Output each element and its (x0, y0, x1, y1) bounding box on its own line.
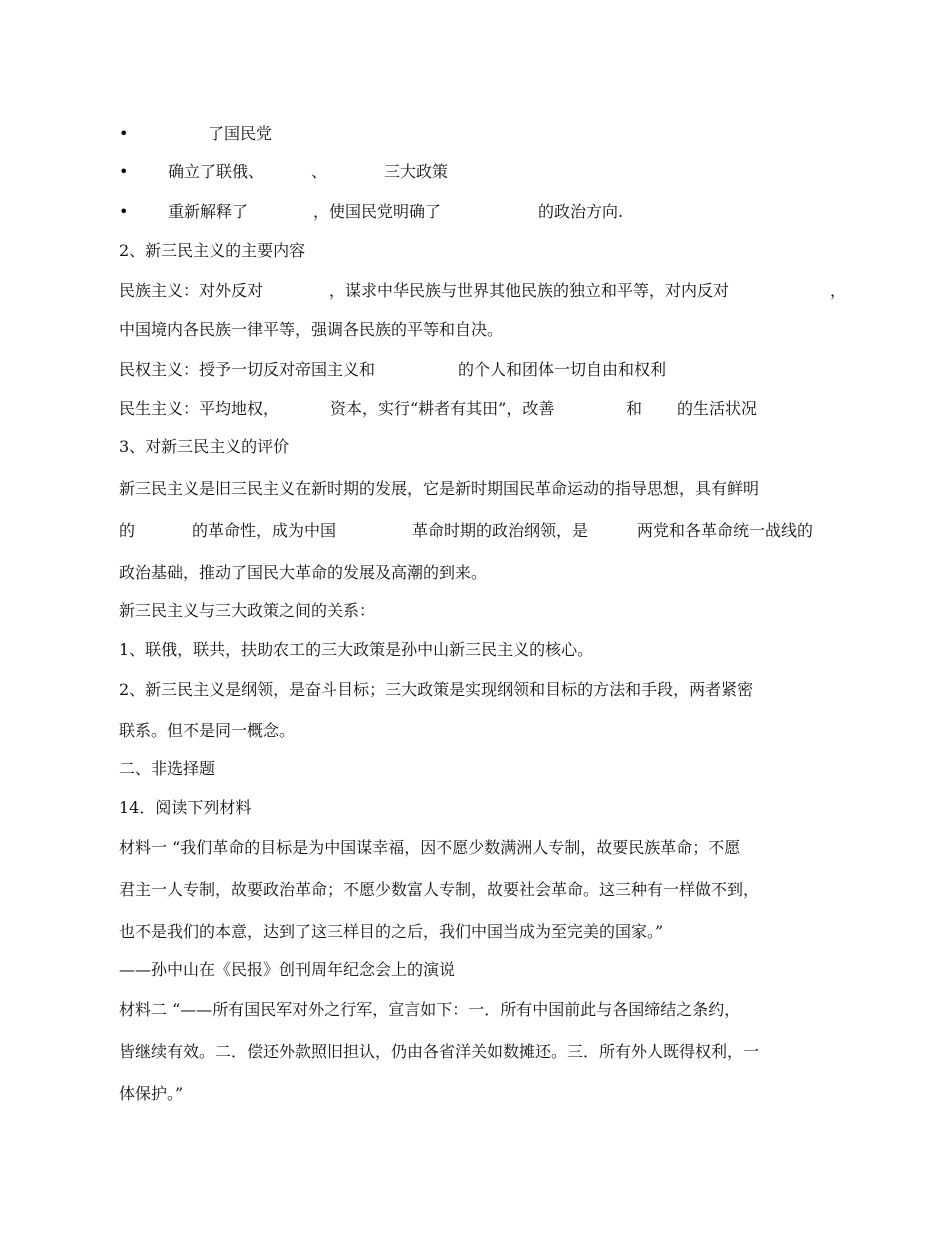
bullet-text: 了国民党 (208, 124, 273, 143)
paragraph-line: 2、新三民主义是纲领，是奋斗目标；三大政策是实现纲领和目标的方法和手段，两者紧密 (119, 680, 754, 699)
section-heading: 2、新三民主义的主要内容 (119, 241, 306, 260)
text-segment: ， (830, 281, 847, 300)
paragraph-line: 政治基础，推动了国民大革命的发展及高潮的到来。 (119, 563, 488, 582)
bullet-text: 确立了联俄、 (168, 162, 265, 181)
paragraph-line: 1、联俄，联共，扶助农工的三大政策是孙中山新三民主义的核心。 (119, 640, 594, 659)
bullet-marker: • (119, 162, 129, 181)
bullet-text: 重新解释了 (168, 202, 249, 221)
material-source: ——孙中山在《民报》创刊周年纪念会上的演说 (119, 960, 456, 979)
paragraph-line: 中国境内各民族一律平等，强调各民族的平等和自决。 (119, 320, 504, 339)
text-segment: 资本，实行“耕者有其田”，改善 (330, 399, 555, 418)
material-line: 君主一人专制，故要政治革命；不愿少数富人专制，故要社会革命。这三种有一样做不到， (119, 880, 760, 899)
section-heading: 新三民主义与三大政策之间的关系： (119, 601, 376, 620)
bullet-text: 的政治方向. (538, 202, 624, 221)
bullet-marker: • (119, 124, 129, 143)
section-heading: 二、非选择题 (119, 759, 216, 778)
text-segment: 和 (626, 399, 643, 418)
material-line: 体保护。” (119, 1084, 184, 1103)
text-segment: ，谋求中华民族与世界其他民族的独立和平等，对内反对 (329, 281, 730, 300)
text-segment: 的生活状况 (677, 399, 758, 418)
section-heading: 3、对新三民主义的评价 (119, 437, 290, 456)
text-segment: 民权主义：授予一切反对帝国主义和 (119, 360, 376, 379)
text-segment: 民族主义：对外反对 (119, 281, 264, 300)
bullet-text: 三大政策 (384, 162, 449, 181)
question-number: 14．阅读下列材料 (119, 798, 252, 817)
material-line: 也不是我们的本意，达到了这三样目的之后，我们中国当成为至完美的国家。” (119, 922, 664, 941)
text-segment: 的 (119, 521, 136, 540)
text-segment: 的革命性，成为中国 (192, 521, 337, 540)
text-segment: 民生主义：平均地权， (119, 399, 280, 418)
bullet-marker: • (119, 202, 129, 221)
text-segment: 的个人和团体一切自由和权利 (458, 360, 667, 379)
paragraph-line: 联系。但不是同一概念。 (119, 721, 296, 740)
material-line: 材料二 “——所有国民军对外之行军，宣言如下：一．所有中国前此与各国缔结之条约， (119, 1000, 741, 1019)
paragraph-line: 新三民主义是旧三民主义在新时期的发展，它是新时期国民革命运动的指导思想，具有鲜明 (119, 479, 760, 498)
text-segment: 两党和各革命统一战线的 (637, 521, 814, 540)
material-line: 材料一 “我们革命的目标是为中国谋幸福，因不愿少数满洲人专制，故要民族革命；不愿 (119, 838, 741, 857)
bullet-text: 、 (311, 162, 328, 181)
material-line: 皆继续有效。二．偿还外款照旧担认，仍由各省洋关如数摊还。三．所有外人既得权利，一 (119, 1042, 760, 1061)
bullet-text: ，使国民党明确了 (313, 202, 442, 221)
text-segment: 革命时期的政治纲领，是 (412, 521, 589, 540)
